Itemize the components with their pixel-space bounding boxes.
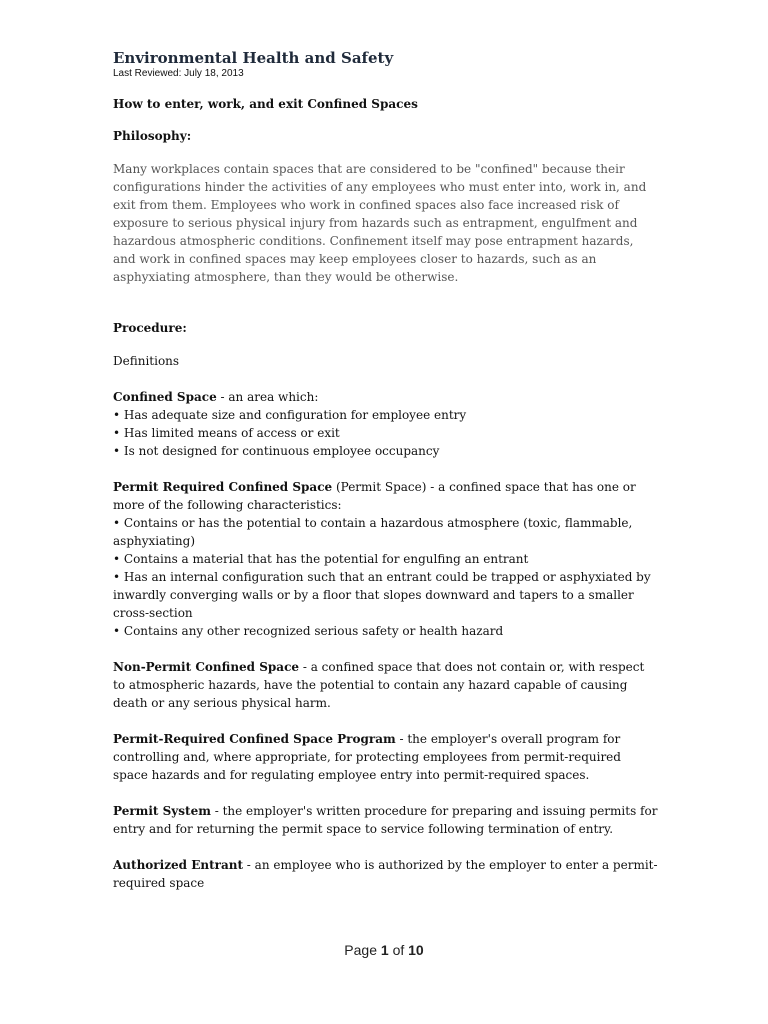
definition-term: Permit Required Confined Space bbox=[113, 480, 333, 494]
last-reviewed: Last Reviewed: July 18, 2013 bbox=[113, 68, 244, 79]
page-number bbox=[0, 942, 768, 958]
definition-bullet: • Has an internal configuration such that an entrant could be trapped or asphyxiated by inwardly converging walls or by a floor that slopes downward and tapers to a smaller cross-section bbox=[113, 570, 651, 620]
procedure-heading: Procedure: bbox=[113, 321, 187, 335]
definition-text: - an area which: bbox=[216, 390, 319, 404]
definition-text: (Permit Space) - a confined space that has one or more of the following characteristics: bbox=[113, 480, 636, 512]
definition-term: Confined Space bbox=[113, 390, 217, 404]
definition-text: - a confined space that does not contain or, with respect to atmospheric hazards, have the potential to contain any hazard capable of causing death or any serious physical harm. bbox=[113, 660, 645, 710]
page-label: Page bbox=[344, 942, 377, 958]
page-current: 1 bbox=[380, 942, 389, 958]
document-title: How to enter, work, and exit Confined Spaces bbox=[113, 97, 418, 111]
definition-text: - an employee who is authorized by the employer to enter a permit-required space bbox=[113, 858, 658, 890]
definitions-subheading: Definitions bbox=[113, 354, 180, 368]
definition-bullet: • Has adequate size and configuration for employee entry bbox=[113, 408, 467, 422]
definition-confined-space bbox=[113, 388, 658, 460]
definition-permit-required-confined-space bbox=[113, 478, 658, 640]
definition-permit-program bbox=[113, 730, 658, 784]
definition-bullet: • Has limited means of access or exit bbox=[113, 426, 340, 440]
header-title: Environmental Health and Safety bbox=[113, 49, 394, 67]
definition-bullet: • Contains or has the potential to contain a hazardous atmosphere (toxic, flammable, asphyxiating) bbox=[113, 516, 633, 548]
page-of: of bbox=[392, 942, 405, 958]
document-page bbox=[113, 48, 658, 910]
definition-authorized-entrant bbox=[113, 856, 658, 892]
definition-text: - the employer's written procedure for preparing and issuing permits for entry and for returning the permit space to service following termination of entry. bbox=[113, 804, 658, 836]
page-total: 10 bbox=[408, 942, 424, 958]
definition-bullet: • Contains any other recognized serious safety or health hazard bbox=[113, 624, 504, 638]
definition-term: Permit-Required Confined Space Program bbox=[113, 732, 396, 746]
definition-permit-system bbox=[113, 802, 658, 838]
definition-term: Authorized Entrant bbox=[113, 858, 243, 872]
philosophy-heading: Philosophy: bbox=[113, 129, 192, 143]
philosophy-text: Many workplaces contain spaces that are considered to be "confined" because their configurations hinder the activities of any employees who must enter into, work in, and exit from them. Employees who work in confined spaces also face increased risk of exposure to serious physical injury from hazards such as entrapment, engulfment and hazardous atmospheric conditions. Confinement itself may pose entrapment hazards, and work in confined spaces may keep employees closer to hazards, such as an asphyxiating atmosphere, than they would be otherwise. bbox=[113, 162, 647, 284]
definition-text: - the employer's overall program for controlling and, where appropriate, for protecting employees from permit-required space hazards and for regulating employee entry into permit-required spaces. bbox=[113, 732, 621, 782]
definition-term: Permit System bbox=[113, 804, 211, 818]
definition-bullet: • Contains a material that has the potential for engulfing an entrant bbox=[113, 552, 529, 566]
definition-non-permit-confined-space bbox=[113, 658, 658, 712]
definition-bullet: • Is not designed for continuous employee occupancy bbox=[113, 444, 440, 458]
definition-term: Non-Permit Confined Space bbox=[113, 660, 300, 674]
